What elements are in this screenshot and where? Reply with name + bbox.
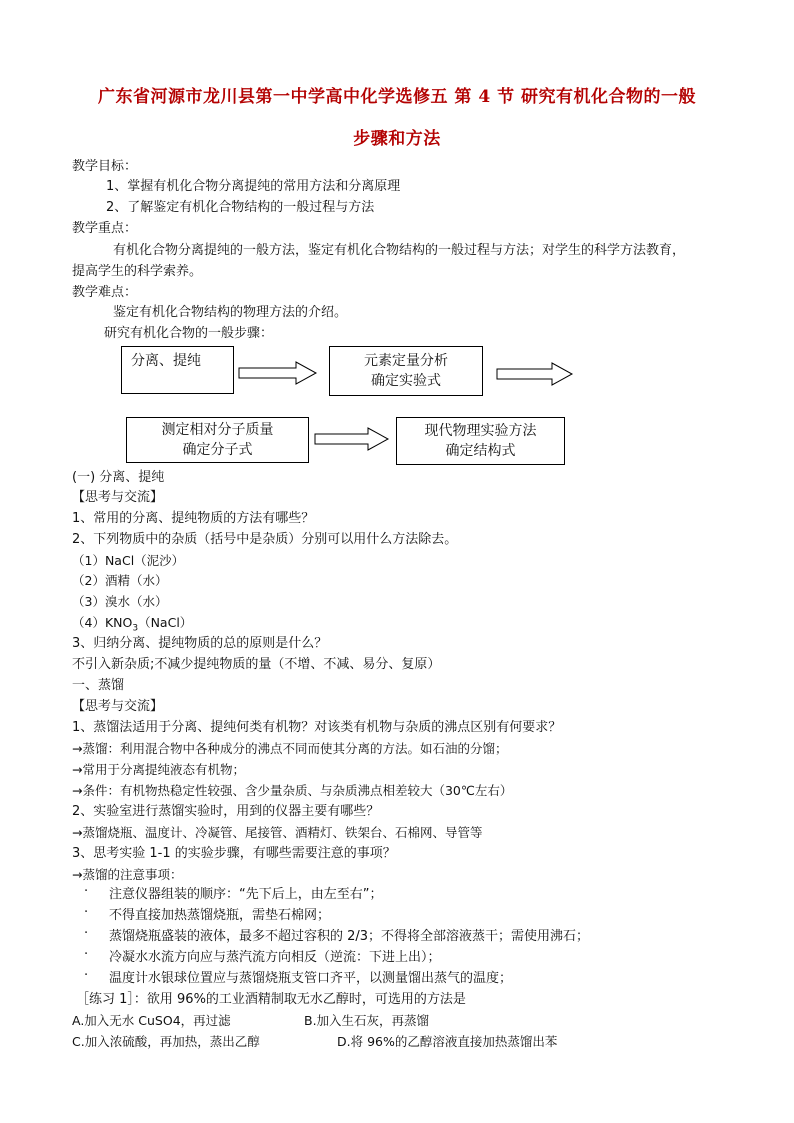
answer: →常用于分离提纯液态有机物； [72,762,245,777]
list-item: （2）酒精（水） [72,573,168,588]
answer: →蒸馏：利用混合物中各种成分的沸点不同而使其分离的方法。如石油的分馏； [72,741,508,756]
flow-box-label: 分离、提纯 [131,353,201,369]
think-exchange-label: 【思考与交流】 [72,490,164,505]
exercise-option-c: C.加入浓硫酸，再加热，蒸出乙醇 [72,1034,260,1049]
goal-item: 1、掌握有机化合物分离提纯的常用方法和分离原理 [106,179,401,194]
flow-arrow-icon [496,361,574,387]
difficulty-heading: 教学难点： [72,285,138,300]
flow-box-molecular-mass [126,417,309,463]
flow-box-physical-methods [396,417,565,465]
exercise-title: ［练习 1］：欲用 96%的工业酒精制取无水乙醇时，可选用的方法是 [76,992,466,1007]
flow-arrow-icon [238,360,318,386]
key-heading: 教学重点： [72,221,138,236]
note-item: 冷凝水水流方向应与蒸汽流方向相反（逆流：下进上出）； [109,950,441,965]
key-text: 提高学生的科学索养。 [72,264,203,279]
flow-box-label: 确定实验式 [371,373,441,389]
question: 1、常用的分离、提纯物质的方法有哪些？ [72,511,315,526]
list-item: （3）溴水（水） [72,594,168,609]
answer: →蒸馏的注意事项： [72,867,183,882]
bullet-icon: · [84,905,89,920]
list-item: （1）NaCl（泥沙） [72,553,185,568]
steps-intro: 研究有机化合物的一般步骤： [104,326,274,341]
question: 2、实验室进行蒸馏实验时，用到的仪器主要有哪些？ [72,804,380,819]
key-text: 有机化合物分离提纯的一般方法，鉴定有机化合物结构的一般过程与方法；对学生的科学方法教育， [113,243,686,258]
answer: 不引入新杂质;不减少提纯物质的量（不增、不减、易分、复原） [72,657,441,672]
bullet-icon: · [84,947,89,962]
document-title-line1: 广东省河源市龙川县第一中学高中化学选修五 第 4 节 研究有机化合物的一般 [97,87,696,107]
bullet-icon: · [84,926,89,941]
goal-item: 2、了解鉴定有机化合物结构的一般过程与方法 [106,200,375,215]
difficulty-text: 鉴定有机化合物结构的物理方法的介绍。 [113,305,348,320]
note-item: 蒸馏烧瓶盛装的液体，最多不超过容积的 2/3；不得将全部溶液蒸干；需使用沸石； [109,929,590,944]
flow-box-label: 确定结构式 [445,443,516,459]
flow-box-label: 元素定量分析 [364,353,448,369]
question: 3、思考实验 1-1 的实验步骤，有哪些需要注意的事项？ [72,846,396,861]
flow-box-label: 现代物理实验方法 [424,423,537,439]
exercise-option-b: B.加入生石灰，再蒸馏 [304,1013,430,1028]
flow-box-separation [121,346,234,394]
answer: →蒸馏烧瓶、温度计、冷凝管、尾接管、酒精灯、铁架台、石棉网、导管等 [72,825,483,840]
list-item: $(4)KNO_3(NaCl)$ [72,615,193,634]
section1-heading: (一) 分离、提纯 [72,470,165,485]
question: 3、归纳分离、提纯物质的总的原则是什么？ [72,636,328,651]
flow-box-label: 测定相对分子质量 [161,422,274,438]
question: 1、蒸馏法适用于分离、提纯何类有机物？对该类有机物与杂质的沸点区别有何要求？ [72,720,562,735]
note-item: 温度计水银球位置应与蒸馏烧瓶支管口齐平，以测量馏出蒸气的温度； [109,971,513,986]
goals-heading: 教学目标： [72,159,138,174]
flow-arrow-icon [314,426,390,452]
bullet-icon: · [84,884,89,899]
flow-box-elemental-analysis [329,346,483,396]
exercise-option-d: D.将 96%的乙醇溶液直接加热蒸馏出苯 [337,1034,558,1049]
document-title-line2: 步骤和方法 [353,129,441,149]
question: 2、下列物质中的杂质（括号中是杂质）分别可以用什么方法除去。 [72,532,458,547]
section2-heading: 一、蒸馏 [72,678,125,693]
answer: →条件：有机物热稳定性较强、含少量杂质、与杂质沸点相差较大（30℃左右） [72,783,513,798]
note-item: 不得直接加热蒸馏烧瓶，需垫石棉网； [109,908,331,923]
note-item: 注意仪器组装的顺序：“先下后上，由左至右”； [109,887,383,902]
think-exchange-label: 【思考与交流】 [72,699,164,714]
bullet-icon: · [84,968,89,983]
flow-box-label: 确定分子式 [182,442,253,458]
exercise-option-a: A.加入无水 CuSO4，再过滤 [72,1013,231,1028]
